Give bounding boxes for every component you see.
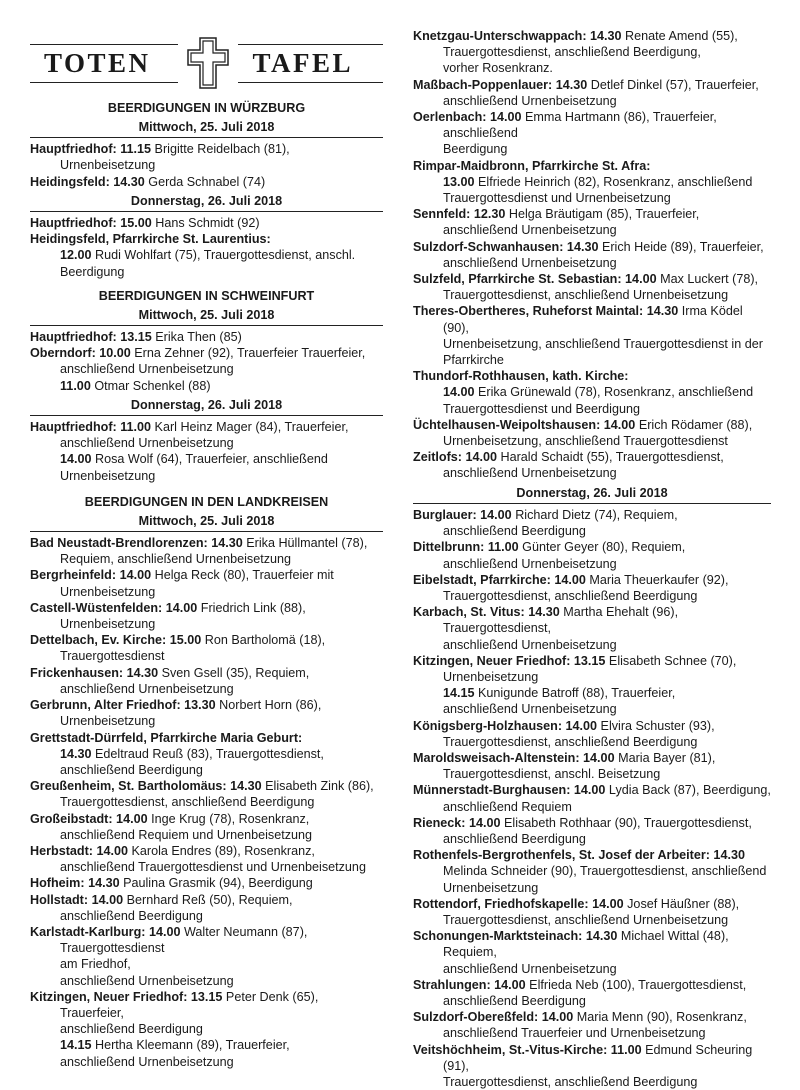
- entry-first-line: [413, 1042, 771, 1074]
- obituary-entry: [413, 1042, 771, 1090]
- entry-place-time: Maroldsweisach-Altenstein: 14.00: [413, 750, 615, 765]
- entry-sub-line: [30, 1037, 383, 1053]
- entry-place-time: Heidingsfeld, Pfarrkirche St. Laurentius:: [30, 232, 271, 247]
- entry-first-line: [413, 847, 771, 879]
- entry-continuation: Trauergottesdienst, anschließend Beerdigung: [60, 795, 315, 810]
- entry-continuation: anschließend Urnenbeisetzung: [443, 637, 617, 652]
- entry-continuation: Trauergottesdienst, anschließend Beerdigung: [443, 734, 698, 749]
- entry-place-time: Großeibstadt: 14.00: [30, 811, 148, 826]
- entry-sub-time: 14.15: [60, 1038, 92, 1053]
- entry-text: Irma Ködel (90),: [443, 304, 743, 335]
- entry-text: Helga Reck (80), Trauerfeier mit: [151, 568, 334, 583]
- entry-first-line: [413, 718, 771, 734]
- entry-first-line: [30, 778, 383, 794]
- cross-icon: [178, 34, 238, 92]
- entry-continuation: Trauergottesdienst, anschließend Beerdigung,: [443, 45, 701, 60]
- entry-continuation: anschließend Trauerfeier und Urnenbeisetzung: [443, 1026, 706, 1041]
- obituary-entry: [30, 141, 383, 173]
- entry-continuation: Urnenbeisetzung: [60, 584, 156, 599]
- entry-first-line: [30, 892, 383, 908]
- entry-first-line: [413, 896, 771, 912]
- entry-sub-text: Erika Grünewald (78), Rosenkranz, anschließend: [474, 385, 754, 400]
- obituary-entry: [413, 896, 771, 928]
- obituary-entry: [413, 206, 771, 238]
- entry-sub-text: Kunigunde Batroff (88), Trauerfeier,: [474, 686, 676, 701]
- entry-text: Gerda Schnabel (74): [144, 174, 266, 189]
- entry-sub-time: 13.00: [443, 174, 475, 189]
- entry-continuation: vorher Rosenkranz.: [443, 61, 553, 76]
- spacer: [30, 484, 383, 494]
- entry-first-line: [30, 665, 383, 681]
- obituary-entry: [30, 567, 383, 599]
- obituary-entry: [30, 535, 383, 567]
- entry-place-time: Hauptfriedhof: 11.00: [30, 420, 152, 435]
- obituary-entry: [30, 778, 383, 810]
- entry-text: Sven Gsell (35), Requiem,: [158, 665, 310, 680]
- entry-place-time: Königsberg-Holzhausen: 14.00: [413, 718, 598, 733]
- entry-continuation: anschließend Urnenbeisetzung: [443, 961, 617, 976]
- entry-first-line: [413, 782, 771, 798]
- left-listing: [30, 90, 383, 1070]
- entry-place-time: Bad Neustadt-Brendlorenzen: 14.30: [30, 536, 243, 551]
- obituary-entry: [413, 653, 771, 718]
- entry-text: Emma Hartmann (86), Trauerfeier, anschließend: [443, 110, 717, 141]
- entry-first-line: [30, 843, 383, 859]
- entry-text: Elisabeth Schnee (70),: [605, 653, 737, 668]
- entry-first-line: [30, 329, 383, 345]
- obituary-entry: [30, 697, 383, 729]
- entry-place-time: Greußenheim, St. Bartholomäus: 14.30: [30, 779, 262, 794]
- entry-continuation: Urnenbeisetzung, anschließend Trauergottesdienst in der: [443, 336, 763, 351]
- entry-continuation: Trauergottesdienst und Urnenbeisetzung: [443, 191, 671, 206]
- entry-sub-time: 12.00: [60, 248, 92, 263]
- entry-sub-line: [30, 746, 383, 762]
- right-column: [413, 28, 771, 1090]
- entry-first-line: [413, 449, 771, 465]
- entry-text: Renate Amend (55),: [621, 29, 738, 43]
- entry-text: Bernhard Reß (50), Requiem,: [123, 892, 293, 907]
- entry-continuation: Trauergottesdienst, anschließend Beerdigung: [443, 588, 698, 603]
- entry-first-line: [30, 215, 383, 231]
- obituary-entry: [413, 718, 771, 750]
- entry-sub-time: 14.30: [60, 746, 92, 761]
- entry-first-line: [413, 28, 771, 44]
- entry-text: Walter Neumann (87), Trauergottesdienst: [60, 924, 308, 956]
- obituary-entry: [30, 843, 383, 875]
- entry-text: Martha Ehehalt (96), Trauergottesdienst,: [443, 605, 679, 636]
- entry-continuation: anschließend Urnenbeisetzung: [60, 1054, 234, 1069]
- entry-continuation: anschließend Urnenbeisetzung: [443, 223, 617, 238]
- entry-text: Elisabeth Rothhaar (90), Trauergottesdienst,: [500, 815, 752, 830]
- entry-text: Brigitte Reidelbach (81), Urnenbeisetzung: [60, 142, 290, 173]
- entry-continuation: Trauergottesdienst, anschließend Beerdigung: [443, 1075, 698, 1089]
- obituary-entry: [30, 345, 383, 394]
- entry-place-time: Rottendorf, Friedhofskapelle: 14.00: [413, 896, 624, 911]
- entry-text: Elisabeth Zink (86),: [261, 779, 374, 794]
- entry-text: Harald Schaidt (55), Trauergottesdienst,: [497, 450, 724, 465]
- obituary-entry: [413, 109, 771, 158]
- entry-continuation: anschließend Urnenbeisetzung: [443, 466, 617, 481]
- obituary-entry: [413, 1009, 771, 1041]
- divider: [30, 415, 383, 416]
- entry-text: Michael Wittal (48), Requiem,: [443, 929, 729, 960]
- entry-place-time: Herbstadt: 14.00: [30, 843, 128, 858]
- entry-place-time: Rimpar-Maidbronn, Pfarrkirche St. Afra:: [413, 158, 651, 173]
- entry-place-time: Kitzingen, Neuer Friedhof: 13.15: [30, 989, 223, 1004]
- entry-continuation: am Friedhof,: [60, 957, 131, 972]
- entry-place-time: Hofheim: 14.30: [30, 876, 120, 891]
- entry-first-line: [413, 750, 771, 766]
- entry-text: Maria Bayer (81),: [614, 750, 716, 765]
- obituary-entry: [413, 28, 771, 77]
- entry-text: Inge Krug (78), Rosenkranz,: [147, 811, 310, 826]
- entry-place-time: Hollstadt: 14.00: [30, 892, 124, 907]
- entry-place-time: Strahlungen: 14.00: [413, 977, 526, 992]
- entry-first-line: [413, 977, 771, 993]
- entry-place-time: Heidingsfeld: 14.30: [30, 174, 145, 189]
- obituary-entry: [413, 239, 771, 271]
- entry-first-line: [30, 567, 383, 583]
- entry-sub-text: Edeltraud Reuß (83), Trauergottesdienst,: [91, 746, 324, 761]
- entry-text: Elvira Schuster (93),: [597, 718, 715, 733]
- entry-continuation: anschließend Urnenbeisetzung: [60, 973, 234, 988]
- obituary-entry: [30, 730, 383, 779]
- entry-sub-text: Rudi Wohlfart (75), Trauergottesdienst, anschl. Beerdigung: [60, 248, 356, 279]
- obituary-entry: [30, 215, 383, 231]
- entry-first-line: [413, 368, 771, 384]
- entry-place-time: Dittelbrunn: 11.00: [413, 540, 519, 555]
- entry-place-time: Münnerstadt-Burghausen: 14.00: [413, 783, 606, 798]
- entry-first-line: [413, 271, 771, 287]
- obituary-entry: [30, 989, 383, 1070]
- section-heading: BEERDIGUNGEN IN SCHWEINFURT: [98, 288, 315, 303]
- obituary-entry: [413, 604, 771, 653]
- entry-place-time: Eibelstadt, Pfarrkirche: 14.00: [413, 572, 586, 587]
- entry-continuation: Urnenbeisetzung: [60, 714, 156, 729]
- obituary-entry: [413, 158, 771, 207]
- entry-text: Max Luckert (78),: [656, 272, 759, 287]
- entry-text: Edmund Scheuring (91),: [443, 1042, 753, 1073]
- entry-continuation: Pfarrkirche: [443, 353, 504, 368]
- entry-text: Erich Heide (89), Trauerfeier,: [598, 239, 764, 254]
- entry-continuation: Trauergottesdienst und Beerdigung: [443, 401, 640, 416]
- entry-text: Günter Geyer (80), Requiem,: [518, 540, 686, 555]
- entry-text: Karola Endres (89), Rosenkranz,: [128, 843, 315, 858]
- entry-continuation: Requiem, anschließend Urnenbeisetzung: [60, 552, 292, 567]
- entry-first-line: [413, 303, 771, 335]
- obituary-entry: [30, 600, 383, 632]
- entry-first-line: [413, 206, 771, 222]
- entry-first-line: [30, 632, 383, 648]
- entry-continuation: anschließend Urnenbeisetzung: [60, 681, 234, 696]
- obituary-entry: [413, 271, 771, 303]
- entry-first-line: [30, 419, 383, 435]
- entry-place-time: Zeitlofs: 14.00: [413, 450, 497, 465]
- entry-first-line: [30, 875, 383, 891]
- entry-sub-line: [413, 685, 771, 701]
- entry-continuation: anschließend Beerdigung: [60, 762, 203, 777]
- entry-sub-line: [30, 378, 383, 394]
- divider: [413, 503, 771, 504]
- entry-first-line: [30, 231, 383, 247]
- obituary-entry: [30, 665, 383, 697]
- entry-continuation: anschließend Beerdigung: [443, 831, 586, 846]
- obituary-entry: [30, 174, 383, 190]
- entry-text: Ron Bartholomä (18),: [201, 633, 326, 648]
- entry-first-line: [30, 730, 383, 746]
- spacer: [30, 280, 383, 288]
- date-heading: Donnerstag, 26. Juli 2018: [516, 485, 668, 500]
- divider: [30, 137, 383, 138]
- obituary-entry: [413, 303, 771, 368]
- entry-text: Melinda Schneider (90), Trauergottesdienst, anschließend: [443, 864, 767, 879]
- obituary-entry: [413, 368, 771, 417]
- entry-continuation: Urnenbeisetzung: [443, 669, 539, 684]
- entry-continuation: Trauergottesdienst, anschließend Urnenbeisetzung: [443, 912, 729, 927]
- entry-continuation: anschließend Beerdigung: [443, 524, 586, 539]
- entry-first-line: [30, 924, 383, 956]
- entry-text: Lydia Back (87), Beerdigung,: [605, 783, 771, 798]
- entry-continuation: Urnenbeisetzung: [443, 880, 539, 895]
- entry-text: Elfrieda Neb (100), Trauergottesdienst,: [525, 977, 747, 992]
- obituary-entry: [30, 875, 383, 891]
- entry-place-time: Gerbrunn, Alter Friedhof: 13.30: [30, 698, 216, 713]
- entry-place-time: Sulzdorf-Obereßfeld: 14.00: [413, 1010, 574, 1025]
- date-heading: Donnerstag, 26. Juli 2018: [130, 397, 283, 412]
- entry-continuation: anschließend Urnenbeisetzung: [60, 362, 234, 377]
- obituary-entry: [30, 892, 383, 924]
- entry-first-line: [413, 507, 771, 523]
- entry-place-time: Sulzdorf-Schwanhausen: 14.30: [413, 239, 599, 254]
- entry-place-time: Hauptfriedhof: 13.15: [30, 330, 152, 345]
- obituary-entry: [413, 782, 771, 814]
- entry-sub-time: 14.15: [443, 686, 475, 701]
- entry-place-time: Bergrheinfeld: 14.00: [30, 568, 152, 583]
- entry-place-time: Hauptfriedhof: 15.00: [30, 216, 152, 231]
- entry-sub-line: [413, 384, 771, 400]
- masthead-right-word: TAFEL: [252, 48, 353, 78]
- entry-sub-time: 11.00: [60, 378, 91, 393]
- entry-text: Josef Häußner (88),: [623, 896, 740, 911]
- entry-first-line: [30, 345, 383, 361]
- entry-first-line: [413, 572, 771, 588]
- entry-first-line: [413, 604, 771, 636]
- entry-place-time: Schonungen-Marktsteinach: 14.30: [413, 929, 618, 944]
- entry-continuation: anschließend Requiem und Urnenbeisetzung: [60, 827, 313, 842]
- entry-text: Erika Hüllmantel (78),: [242, 536, 368, 551]
- section-heading: BEERDIGUNGEN IN DEN LANDKREISEN: [84, 494, 329, 509]
- date-heading: Donnerstag, 26. Juli 2018: [130, 193, 283, 208]
- entry-continuation: Urnenbeisetzung, anschließend Trauergottesdienst: [443, 434, 728, 449]
- entry-place-time: Castell-Wüstenfelden: 14.00: [30, 600, 198, 615]
- entry-sub-line: [413, 174, 771, 190]
- divider: [30, 325, 383, 326]
- entry-place-time: Thundorf-Rothhausen, kath. Kirche:: [413, 369, 629, 384]
- entry-text: Paulina Grasmik (94), Beerdigung: [119, 876, 313, 891]
- entry-continuation: anschließend Urnenbeisetzung: [443, 255, 617, 270]
- obituary-entry: [413, 507, 771, 539]
- entry-text: Maria Theuerkaufer (92),: [585, 572, 729, 587]
- masthead: [30, 0, 383, 90]
- entry-place-time: Kitzingen, Neuer Friedhof: 13.15: [413, 653, 606, 668]
- entry-place-time: Grettstadt-Dürrfeld, Pfarrkirche Maria Geburt:: [30, 730, 303, 745]
- entry-sub-line: [30, 451, 383, 467]
- entry-first-line: [30, 600, 383, 632]
- entry-first-line: [413, 417, 771, 433]
- obituary-entry: [30, 811, 383, 843]
- entry-place-time: Karlstadt-Karlburg: 14.00: [30, 924, 181, 939]
- entry-text: Hans Schmidt (92): [151, 216, 260, 231]
- entry-place-time: Sennfeld: 12.30: [413, 207, 506, 222]
- entry-first-line: [413, 1009, 771, 1025]
- entry-place-time: Knetzgau-Unterschwappach: 14.30: [413, 29, 622, 43]
- entry-place-time: Üchtelhausen-Weipoltshausen: 14.00: [413, 417, 636, 432]
- entry-continuation: Beerdigung: [443, 142, 508, 157]
- entry-sub-text: Rosa Wolf (64), Trauerfeier, anschließend: [91, 452, 328, 467]
- entry-place-time: Oberndorf: 10.00: [30, 346, 131, 361]
- obituary-entry: [30, 419, 383, 484]
- entry-place-time: Dettelbach, Ev. Kirche: 15.00: [30, 633, 202, 648]
- entry-text: Peter Denk (65), Trauerfeier,: [60, 989, 319, 1020]
- right-listing: [413, 28, 771, 1090]
- entry-sub-text: Hertha Kleemann (89), Trauerfeier,: [91, 1038, 290, 1053]
- entry-text: Karl Heinz Mager (84), Trauerfeier,: [151, 420, 349, 435]
- entry-text: Erich Rödamer (88),: [635, 417, 753, 432]
- date-heading: Mittwoch, 25. Juli 2018: [138, 307, 275, 322]
- entry-continuation: anschließend Urnenbeisetzung: [443, 556, 617, 571]
- entry-first-line: [30, 174, 383, 190]
- obituary-entry: [30, 924, 383, 989]
- entry-place-time: Rieneck: 14.00: [413, 815, 501, 830]
- entry-place-time: Maßbach-Poppenlauer: 14.30: [413, 77, 588, 92]
- entry-place-time: Sulzfeld, Pfarrkirche St. Sebastian: 14.00: [413, 272, 657, 287]
- entry-first-line: [30, 811, 383, 827]
- entry-continuation: anschließend Beerdigung: [60, 1022, 203, 1037]
- entry-sub-line: [30, 247, 383, 279]
- obituary-entry: [413, 449, 771, 481]
- divider: [30, 211, 383, 212]
- entry-first-line: [30, 989, 383, 1021]
- obituary-entry: [413, 977, 771, 1009]
- entry-text: Friedrich Link (88), Urnenbeisetzung: [60, 600, 306, 632]
- date-heading: Mittwoch, 25. Juli 2018: [138, 513, 275, 528]
- entry-first-line: [413, 158, 771, 174]
- entry-text: Norbert Horn (86),: [215, 698, 322, 713]
- entry-first-line: [30, 535, 383, 551]
- entry-place-time: Theres-Obertheres, Ruheforst Maintal: 14.30: [413, 304, 679, 319]
- entry-text: Maria Menn (90), Rosenkranz,: [573, 1010, 747, 1025]
- entry-first-line: [30, 141, 383, 173]
- entry-continuation: Trauergottesdienst: [60, 649, 165, 664]
- obituary-entry: [413, 750, 771, 782]
- entry-continuation: anschließend Urnenbeisetzung: [443, 702, 617, 717]
- entry-place-time: Frickenhausen: 14.30: [30, 665, 159, 680]
- entry-place-time: Oerlenbach: 14.00: [413, 110, 522, 125]
- entry-text: Erna Zehner (92), Trauerfeier Trauerfeier,: [130, 346, 366, 361]
- date-heading: Mittwoch, 25. Juli 2018: [138, 120, 275, 134]
- entry-text: Richard Dietz (74), Requiem,: [511, 507, 678, 522]
- entry-first-line: [413, 815, 771, 831]
- masthead-left-word: TOTEN: [44, 48, 151, 78]
- entry-first-line: [413, 239, 771, 255]
- entry-place-time: Hauptfriedhof: 11.15: [30, 142, 152, 157]
- entry-first-line: [413, 539, 771, 555]
- obituary-entry: [30, 632, 383, 664]
- divider: [30, 531, 383, 532]
- entry-first-line: [413, 109, 771, 141]
- entry-continuation: Urnenbeisetzung: [60, 468, 156, 483]
- entry-continuation: anschließend Trauergottesdienst und Urnenbeisetzung: [60, 860, 366, 875]
- entry-continuation: anschließend Urnenbeisetzung: [60, 436, 234, 451]
- entry-place-time: Burglauer: 14.00: [413, 507, 512, 522]
- entry-sub-text: Elfriede Heinrich (82), Rosenkranz, anschließend: [474, 174, 753, 189]
- entry-continuation: anschließend Beerdigung: [60, 908, 203, 923]
- obituary-entry: [413, 77, 771, 109]
- entry-sub-time: 14.00: [443, 385, 475, 400]
- obituary-entry: [413, 815, 771, 847]
- entry-first-line: [413, 653, 771, 669]
- entry-sub-text: Otmar Schenkel (88): [90, 378, 211, 393]
- obituary-entry: [413, 572, 771, 604]
- entry-text: Detlef Dinkel (57), Trauerfeier,: [587, 77, 759, 92]
- obituary-entry: [413, 539, 771, 571]
- entry-text: Erika Then (85): [151, 330, 242, 345]
- entry-place-time: Veitshöchheim, St.-Vitus-Kirche: 11.00: [413, 1042, 642, 1057]
- entry-continuation: anschließend Urnenbeisetzung: [443, 93, 617, 108]
- entry-place-time: Rothenfels-Bergrothenfels, St. Josef der Arbeiter: 14.30: [413, 848, 745, 863]
- left-column: [30, 0, 383, 1070]
- entry-place-time: Karbach, St. Vitus: 14.30: [413, 605, 560, 620]
- obituary-entry: [30, 231, 383, 280]
- obituary-entry: [413, 928, 771, 977]
- entry-continuation: Trauergottesdienst, anschl. Beisetzung: [443, 767, 661, 782]
- entry-first-line: [413, 77, 771, 93]
- obituary-entry: [413, 417, 771, 449]
- entry-first-line: [30, 697, 383, 713]
- entry-continuation: anschließend Requiem: [443, 799, 572, 814]
- entry-continuation: Trauergottesdienst, anschließend Urnenbeisetzung: [443, 288, 729, 303]
- entry-first-line: [413, 928, 771, 960]
- obituary-entry: [413, 847, 771, 896]
- entry-sub-time: 14.00: [60, 452, 92, 467]
- entry-continuation: anschließend Beerdigung: [443, 993, 586, 1008]
- section-heading: BEERDIGUNGEN IN WÜRZBURG: [107, 101, 306, 115]
- entry-text: Helga Bräutigam (85), Trauerfeier,: [505, 207, 700, 222]
- obituary-entry: [30, 329, 383, 345]
